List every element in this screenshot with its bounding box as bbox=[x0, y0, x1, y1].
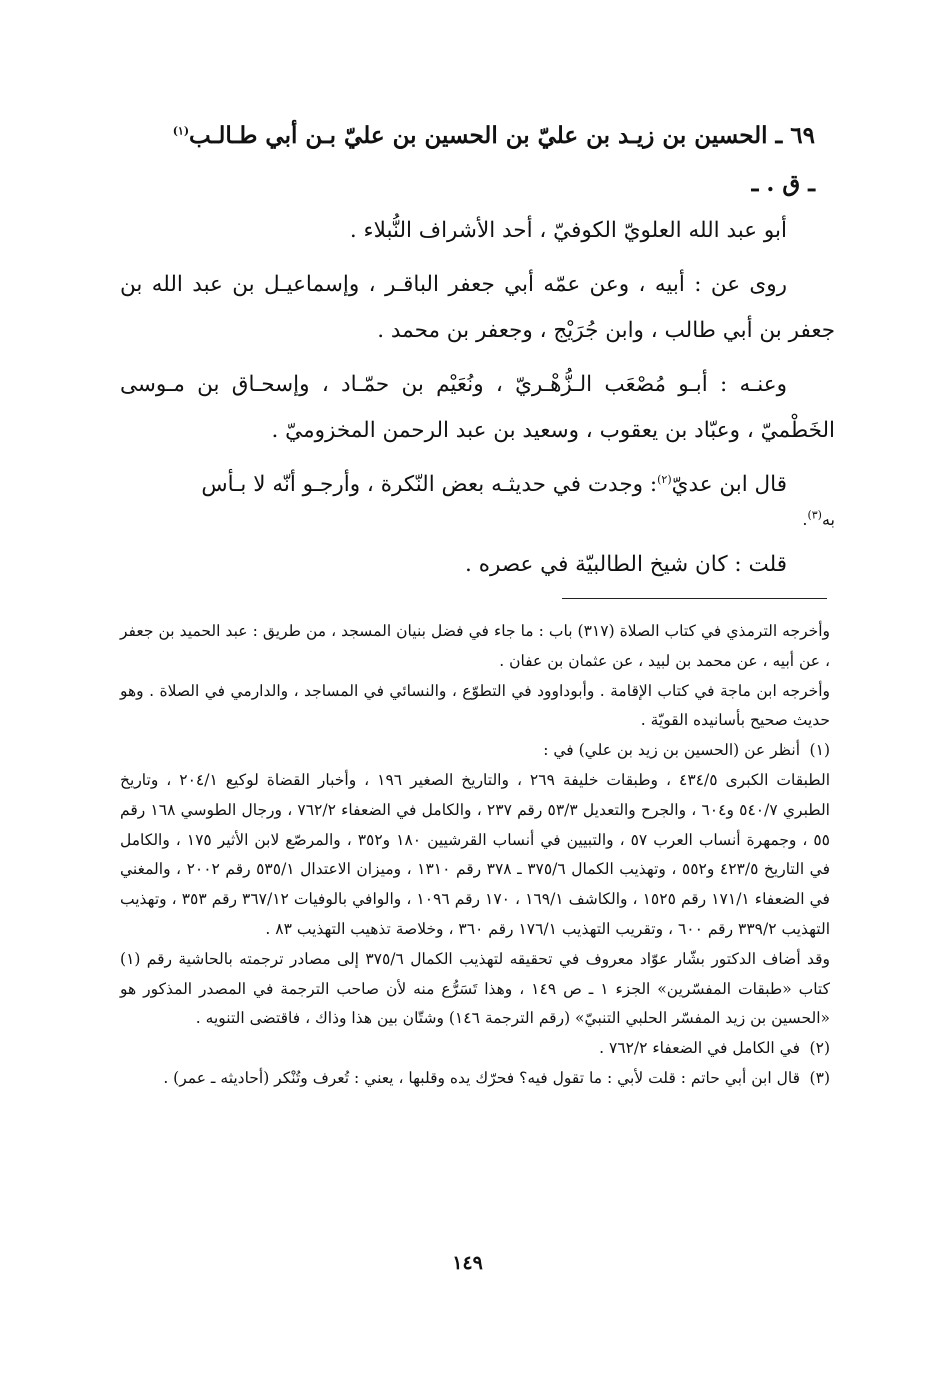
footnote-3-number: (٣) bbox=[809, 1068, 830, 1087]
footnote-2-number: (٢) bbox=[809, 1039, 830, 1058]
paragraph-narrators: وعنـه : أبـو مُصْعَب الـزُّهْـريّ ، ونُعَيْم بن حمّـاد ، وإسحـاق بن مـوسى الخَطْميّ ، وعبّاد بن يعقوب ، وسعيد بن عبد الرحمن المخزوميّ . bbox=[120, 372, 835, 443]
entry-heading bbox=[120, 112, 815, 208]
paragraph-ibn-adi-tail bbox=[120, 506, 835, 534]
footnote-1-number: (١) bbox=[809, 741, 830, 760]
footnote-carryover-1: وأخرجه الترمذي في كتاب الصلاة (٣١٧) باب : ما جاء في فضل بنيان المسجد ، من طريق : عبد الحميد بن جعفر ، عن أبيه ، عن محمد بن لبيد ، عن عثمان بن عفان . bbox=[120, 622, 830, 670]
entry-title-continuation: ـ ق . ـ bbox=[751, 170, 815, 197]
ibn-adi-quote: : وجدت في حديثـه بعض النّكرة ، وأرجـو أنّه لا بـأس bbox=[201, 472, 658, 497]
ibn-adi-label: قال ابن عديّ bbox=[671, 472, 787, 497]
paragraph-author-comment: قلت : كان شيخ الطالبيّة في عصره . bbox=[465, 552, 787, 577]
footnote-1 bbox=[120, 736, 830, 766]
paragraph-narrated-from: روى عن : أبيه ، وعن عمّه أبي جعفر الباقـر ، وإسماعيـل بن عبد الله بن جعفر بن أبي طالب ، وابن جُرَيْج ، وجعفر بن محمد . bbox=[120, 272, 835, 343]
footnote-ref-3: (٣) bbox=[807, 508, 822, 522]
footnotes bbox=[120, 617, 830, 1094]
footnote-carryover-2: وأخرجه ابن ماجة في كتاب الإقامة . وأبوداوود في التطوّع ، والنسائي في المساجد ، والدارمي في الصلاة . وهو حديث صحيح بأسانيده القويّة . bbox=[120, 681, 830, 730]
page-number: ١٤٩ bbox=[452, 1252, 483, 1274]
footnote-3 bbox=[120, 1064, 830, 1094]
paragraph-ibn-adi bbox=[120, 462, 835, 508]
ibn-adi-tail-word: به bbox=[821, 510, 835, 529]
footnote-2 bbox=[120, 1034, 830, 1064]
footnote-ref-2: (٢) bbox=[657, 472, 672, 486]
footnote-1-addendum: وقد أضاف الدكتور بشّار عوّاد معروف في تحقيقه لتهذيب الكمال ٣٧٥/٦ إلى مصادر ترجمته بالحاشية رقم (١) كتاب «طبقات المفسّرين» الجزء ١ ـ ص ١٤٩ ، وهذا تَسَرُّع منه لأن صاحب الترجمة في المصدر المذكور هو «الحسين بن زيد المفسّر الحلبي التنبيّ» (رقم الترجمة ١٤٦) وشتّان بين هذا وذاك ، فاقتضى التنويه . bbox=[120, 949, 830, 1028]
entry-body bbox=[120, 208, 835, 596]
paragraph-kunya: أبو عبد الله العلويّ الكوفيّ ، أحد الأشراف النُّبلاء . bbox=[349, 218, 787, 243]
ibn-adi-tail-stop: . bbox=[802, 510, 808, 529]
footnote-1-intro: أنظر عن (الحسين بن زيد بن علي) في : bbox=[543, 741, 800, 760]
footnote-1-sources: الطبقات الكبرى ٤٣٤/٥ ، وطبقات خليفة ٢٦٩ ، والتاريخ الصغير ١٩٦ ، وأخبار القضاة لوكيع ٢٠٤/١ ، وتاريخ الطبري ٥٤٠/٧ و٦٠٤ ، والجرح والتعديل ٥٣/٣ رقم ٢٣٧ ، والكامل في الضعفاء ٧٦٢/٢ ، ورجال الطوسي ١٦٨ رقم ٥٥ ، وجمهرة أنساب العرب ٥٧ ، والتبيين في أنساب القرشيين ١٨٠ و٣٥٢ ، والمرصّع لابن الأثير ١٧٥ ، والكامل في التاريخ ٤٢٣/٥ و٥٥٢ ، وتهذيب الكمال ٣٧٥/٦ ـ ٣٧٨ رقم ١٣١٠ ، وميزان الاعتدال ٥٣٥/١ رقم ٢٠٠٢ ، والمغني في الضعفاء ١٧١/١ رقم ١٥٢٥ ، والكاشف ١٦٩/١ ، ١٧٠ رقم ١٠٩٦ ، والوافي بالوفيات ٣٦٧/١٢ رقم ٣٥٣ ، وتهذيب التهذيب ٣٣٩/٢ رقم ٦٠٠ ، وتقريب التهذيب ١٧٦/١ رقم ٣٦٠ ، وخلاصة تذهيب التهذيب ٨٣ . bbox=[120, 770, 831, 938]
footnote-ref-1: (١) bbox=[172, 124, 190, 138]
footnote-2-text: في الكامل في الضعفاء ٧٦٢/٢ . bbox=[599, 1039, 800, 1058]
entry-title: ٦٩ ـ الحسين بن زيـد بن عليّ بن الحسين بن عليّ بـن أبي طـالـب bbox=[189, 122, 815, 149]
footnote-3-text: قال ابن أبي حاتم : قلت لأبي : ما تقول فيه؟ فحرّك يده وقلبها ، يعني : تُعرف وتُنْكر (أحاديثه ـ عمر) . bbox=[163, 1068, 800, 1087]
footnote-separator bbox=[562, 598, 827, 599]
